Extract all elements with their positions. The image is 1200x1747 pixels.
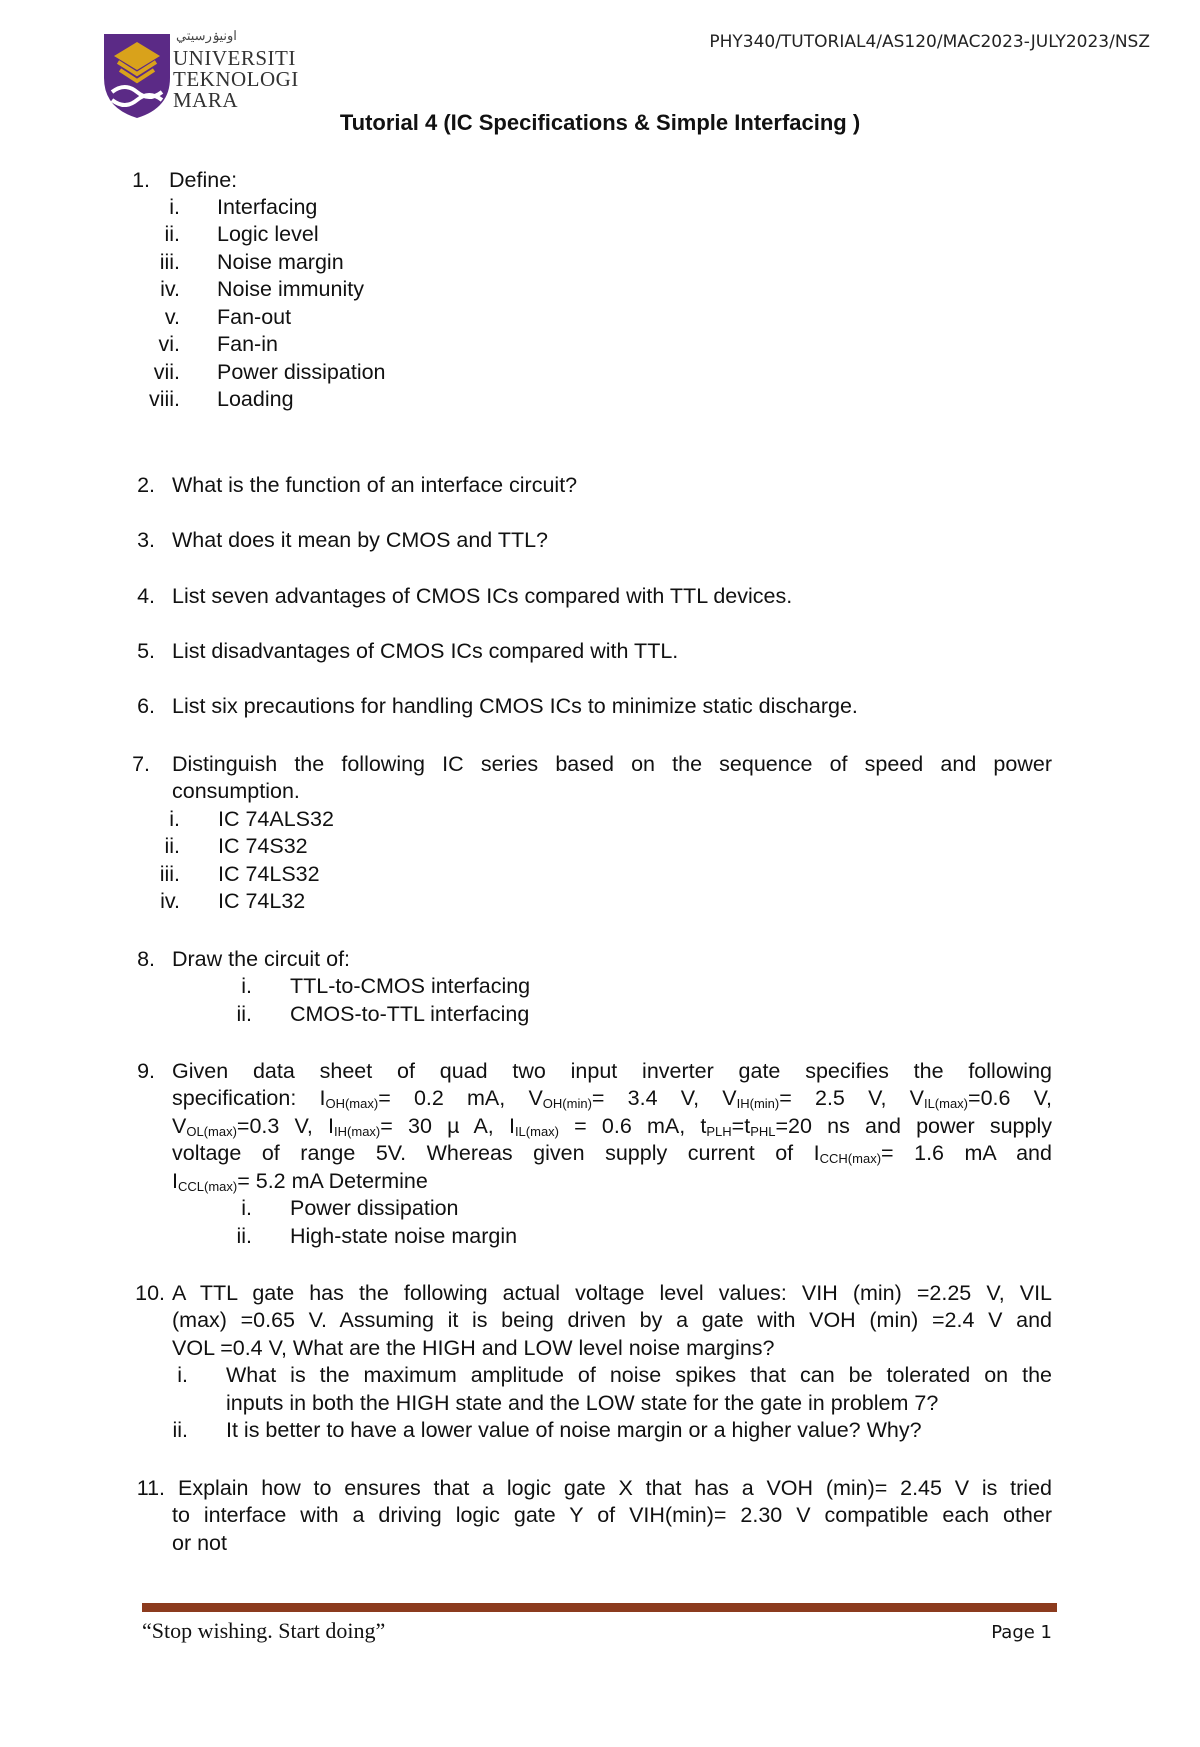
q10-item-num: ii. bbox=[172, 1418, 188, 1442]
q6-text: List six precautions for handling CMOS ICs to minimize static discharge. bbox=[172, 694, 858, 718]
q11-text: to interface with a driving logic gate Y of VIH(min)= 2.30 V compatible each other bbox=[172, 1503, 1052, 1527]
logo-jawi-text: اونيۏرسيتي bbox=[176, 28, 237, 43]
q11-text: or not bbox=[172, 1531, 227, 1555]
q10-item-num: i. bbox=[177, 1363, 188, 1387]
q1-item: Noise immunity bbox=[217, 277, 364, 301]
q3-text: What does it mean by CMOS and TTL? bbox=[172, 528, 549, 552]
q1-item-num: iii. bbox=[159, 250, 180, 274]
q1-item: Noise margin bbox=[217, 250, 344, 274]
q10-number: 10. bbox=[135, 1281, 165, 1305]
q9-item-num: ii. bbox=[236, 1224, 252, 1248]
course-code: PHY340/TUTORIAL4/AS120/MAC2023-JULY2023/NSZ bbox=[709, 32, 1150, 52]
q8-item-num: ii. bbox=[236, 1002, 252, 1026]
q3-number: 3. bbox=[137, 528, 155, 552]
q7-text: consumption. bbox=[172, 779, 300, 803]
q4-number: 4. bbox=[137, 584, 155, 608]
q9-number: 9. bbox=[137, 1059, 155, 1083]
q7-item-num: i. bbox=[169, 807, 180, 831]
q6-number: 6. bbox=[137, 694, 155, 718]
q8-number: 8. bbox=[137, 947, 155, 971]
q1-item: Loading bbox=[217, 387, 294, 411]
q7-item: IC 74L32 bbox=[218, 889, 306, 913]
q1-item: Logic level bbox=[217, 222, 319, 246]
q9-item: Power dissipation bbox=[290, 1196, 459, 1220]
q7-item: IC 74LS32 bbox=[218, 862, 320, 886]
page-number: Page 1 bbox=[991, 1622, 1052, 1643]
q7-item-num: ii. bbox=[164, 834, 180, 858]
q1-item-num: vi. bbox=[158, 332, 180, 356]
q8-item: TTL-to-CMOS interfacing bbox=[290, 974, 531, 998]
q1-item: Interfacing bbox=[217, 195, 318, 219]
q2-number: 2. bbox=[137, 473, 155, 497]
document-title: Tutorial 4 (IC Specifications & Simple Interfacing ) bbox=[339, 110, 861, 135]
q5-text: List disadvantages of CMOS ICs compared with TTL. bbox=[172, 639, 679, 663]
q10-item: inputs in both the HIGH state and the LOW state for the gate in problem 7? bbox=[226, 1391, 939, 1415]
q9-item: High-state noise margin bbox=[290, 1224, 518, 1248]
q10-item: What is the maximum amplitude of noise spikes that can be tolerated on the bbox=[226, 1363, 1052, 1387]
q7-number: 7. bbox=[132, 752, 150, 776]
q7-item: IC 74ALS32 bbox=[218, 807, 334, 831]
q8-item-num: i. bbox=[241, 974, 252, 998]
q9-item-num: i. bbox=[241, 1196, 252, 1220]
q1-item-num: iv. bbox=[160, 277, 180, 301]
q9-spec-line: $V_{OL(max)}=0.3$ V, $I_{IH(max)}= 30$ µ A, $I_{IL(max)} = 0.6$ mA, $t_{PLH}=t_{PHL}=20$ ns and power supply bbox=[172, 1114, 1052, 1139]
q8-item: CMOS-to-TTL interfacing bbox=[290, 1002, 530, 1026]
q10-text: A TTL gate has the following actual voltage level values: VIH (min) =2.25 V, VIL bbox=[172, 1281, 1052, 1305]
q10-text: VOL =0.4 V, What are the HIGH and LOW level noise margins? bbox=[172, 1336, 775, 1360]
q7-item-num: iv. bbox=[160, 889, 180, 913]
q9-spec-line: voltage of range 5V. Whereas given supply current of $I_{CCH(max)}= 1.6$ mA and bbox=[172, 1141, 1052, 1166]
footer-quote: “Stop wishing. Start doing” bbox=[142, 1618, 386, 1643]
q2-text: What is the function of an interface circuit? bbox=[172, 473, 578, 497]
q10-text: (max) =0.65 V. Assuming it is being driven by a gate with VOH (min) =2.4 V and bbox=[172, 1308, 1052, 1332]
q1-item-num: ii. bbox=[164, 222, 180, 246]
q1-item: Power dissipation bbox=[217, 360, 386, 384]
q10-item: It is better to have a lower value of noise margin or a higher value? Why? bbox=[226, 1418, 922, 1442]
footer-divider bbox=[142, 1603, 1057, 1612]
q1-text: Define: bbox=[169, 168, 238, 192]
q5-number: 5. bbox=[137, 639, 155, 663]
logo-text: UNIVERSITI TEKNOLOGI MARA bbox=[173, 46, 299, 112]
q4-text: List seven advantages of CMOS ICs compared with TTL devices. bbox=[172, 584, 793, 608]
q1-item: Fan-in bbox=[217, 332, 278, 356]
q1-item-num: i. bbox=[169, 195, 180, 219]
q9-spec-line: specification: $I_{OH(max)}= 0.2$ mA, $V_{OH(min)}= 3.4$ V, $V_{IH(min)}= 2.5$ V, $V_{IL(max)}=0.6$ V, bbox=[172, 1086, 1052, 1111]
q9-spec-line: $I_{CCL(max)}= 5.2$ mA Determine bbox=[172, 1169, 428, 1194]
q1-item-num: viii. bbox=[148, 387, 180, 411]
q1-item-num: v. bbox=[164, 305, 180, 329]
q7-text: Distinguish the following IC series based on the sequence of speed and power bbox=[172, 752, 1052, 776]
q11-text: Explain how to ensures that a logic gate X that has a VOH (min)= 2.45 V is tried bbox=[178, 1476, 1052, 1500]
q11-number: 11. bbox=[136, 1476, 165, 1500]
q1-item-num: vii. bbox=[153, 360, 180, 384]
q9-text: Given data sheet of quad two input inverter gate specifies the following bbox=[172, 1059, 1052, 1083]
q1-number: 1. bbox=[132, 168, 150, 192]
q1-item: Fan-out bbox=[217, 305, 292, 329]
q8-text: Draw the circuit of: bbox=[172, 947, 351, 971]
q7-item: IC 74S32 bbox=[218, 834, 308, 858]
q7-item-num: iii. bbox=[159, 862, 180, 886]
